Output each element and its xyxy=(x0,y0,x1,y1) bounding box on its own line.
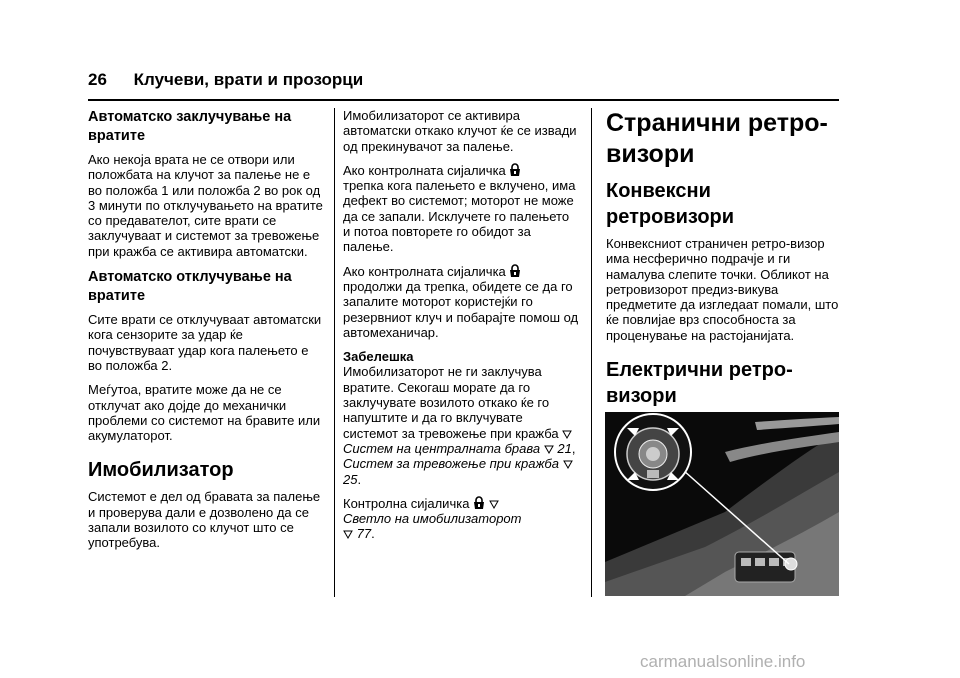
lamp-continue-text-a: Ако контролната сијаличка xyxy=(343,263,506,279)
lamp-flash-text-a: Ако контролната сијаличка xyxy=(343,162,506,178)
column-3 xyxy=(606,108,842,415)
immobilizer-lamp-icon xyxy=(473,496,485,510)
paragraph-autolock: Ако некоја врата не се отвори или положбата на клучот за палење не е во положба 1 или положба 2 во рок од 3 минути по отклучувањето на вратите со предавателот, сите врати се заклучуваат и системот за тревожење при кражба се активира автоматски. xyxy=(88,152,323,259)
paragraph-lamp-flash xyxy=(343,163,579,255)
column-divider xyxy=(591,108,592,597)
ref-central-lock-page[interactable]: 21 xyxy=(557,440,572,456)
ref-alarm-page[interactable]: 25 xyxy=(343,471,358,487)
paragraph-immobilizer: Системот е дел од бравата за палење и проверува дали е дозволено да се запали возилото со клучот што се употребува. xyxy=(88,489,321,551)
ref-central-lock[interactable]: Систем на централната брава xyxy=(343,440,541,456)
heading-autounlock: Автоматско отклучување на вратите xyxy=(88,269,292,305)
watermark: carmanualsonline.info xyxy=(640,652,806,671)
ref-immobilizer-light-page[interactable]: 77 xyxy=(356,526,372,542)
heading-electric-mirrors: Електрични ретро-визори xyxy=(606,359,793,408)
note-heading: Забелешка xyxy=(343,349,414,365)
header-rule xyxy=(88,99,839,101)
heading-side-mirrors: Странични ретро-визори xyxy=(606,109,828,168)
column-divider xyxy=(334,108,335,597)
note-body: Имобилизаторот не ги заклучува вратите. Секогаш морате да го заклучувате возилото откако ќе го напуштите и да го вклучувате системот за тревожење при кражба xyxy=(343,364,559,441)
page-number: 26 xyxy=(88,70,107,89)
paragraph-note: Меѓутоа, вратите може да не се отклучат ако дојде до механички проблеми со системот на бравите или акумулаторот. xyxy=(88,382,321,444)
immobilizer-lamp-icon xyxy=(509,264,521,278)
paragraph-activation: Имобилизаторот се активира автоматски откако клучот ќе се извади од прекинувачот за палење. xyxy=(343,108,577,154)
lamp-continue-text-b: продолжи да трепка, обидете се да го запалите моторот користејќи го резервниот клуч и побарајте помош од автомеханичар. xyxy=(343,278,579,340)
heading-autolock: Автоматско заклучување на вратите xyxy=(88,109,292,144)
lamp-flash-text-b: трепка кога палењето е вклучено, има дефект во системот; моторот не може да се запали. Исклучете го палењето и потоа повторете го обидот за палење. xyxy=(343,178,576,255)
page-title: Клучеви, врати и прозорци xyxy=(133,70,364,89)
page-header xyxy=(88,70,363,90)
note-text: Имобилизаторот не ги заклучува вратите. Секогаш морате да го заклучувате возилото откако ќе го напуштите и да го вклучувате системот за тревожење при кражба Систем на централната брава 21, Систем за тревожење при кражба 25. xyxy=(343,364,576,487)
page-reference-icon xyxy=(489,499,499,509)
ref-alarm[interactable]: Систем за тревожење при кражба xyxy=(343,456,559,472)
ref-immobilizer-light[interactable]: Светло на имобилизаторот xyxy=(343,511,522,527)
immobilizer-lamp-icon xyxy=(509,163,521,177)
mirror-control-illustration xyxy=(605,412,839,596)
heading-immobilizer: Имобилизатор xyxy=(88,459,234,482)
page-reference-icon xyxy=(343,529,353,539)
door-panel-drawing xyxy=(605,412,839,596)
column-2 xyxy=(343,108,579,551)
paragraph-convex: Конвексниот страничен ретро-визор има несферично подрачје и ги намалува слепите точки. Обликот на ретровизорот предиз-викува предметите да изгледаат помали, што ќе повлијае врз способноста за проценување на растојанијата. xyxy=(606,236,839,343)
page-reference-icon xyxy=(563,459,573,469)
paragraph-lamp-ref: Контролна сијаличка Светло на имобилизаторот 77. xyxy=(343,495,522,542)
heading-convex-mirrors: Конвексни ретровизори xyxy=(606,180,735,228)
paragraph-lamp-continue xyxy=(343,264,579,340)
paragraph-autounlock: Сите врати се отклучуваат автоматски кога сензорите за удар ќе почувствуваат удар кога палењето е во положба 2. xyxy=(88,312,322,373)
column-1 xyxy=(88,108,324,560)
lamp-label: Контролна сијаличка xyxy=(343,495,470,511)
page-reference-icon xyxy=(562,429,572,439)
page-reference-icon xyxy=(544,444,554,454)
